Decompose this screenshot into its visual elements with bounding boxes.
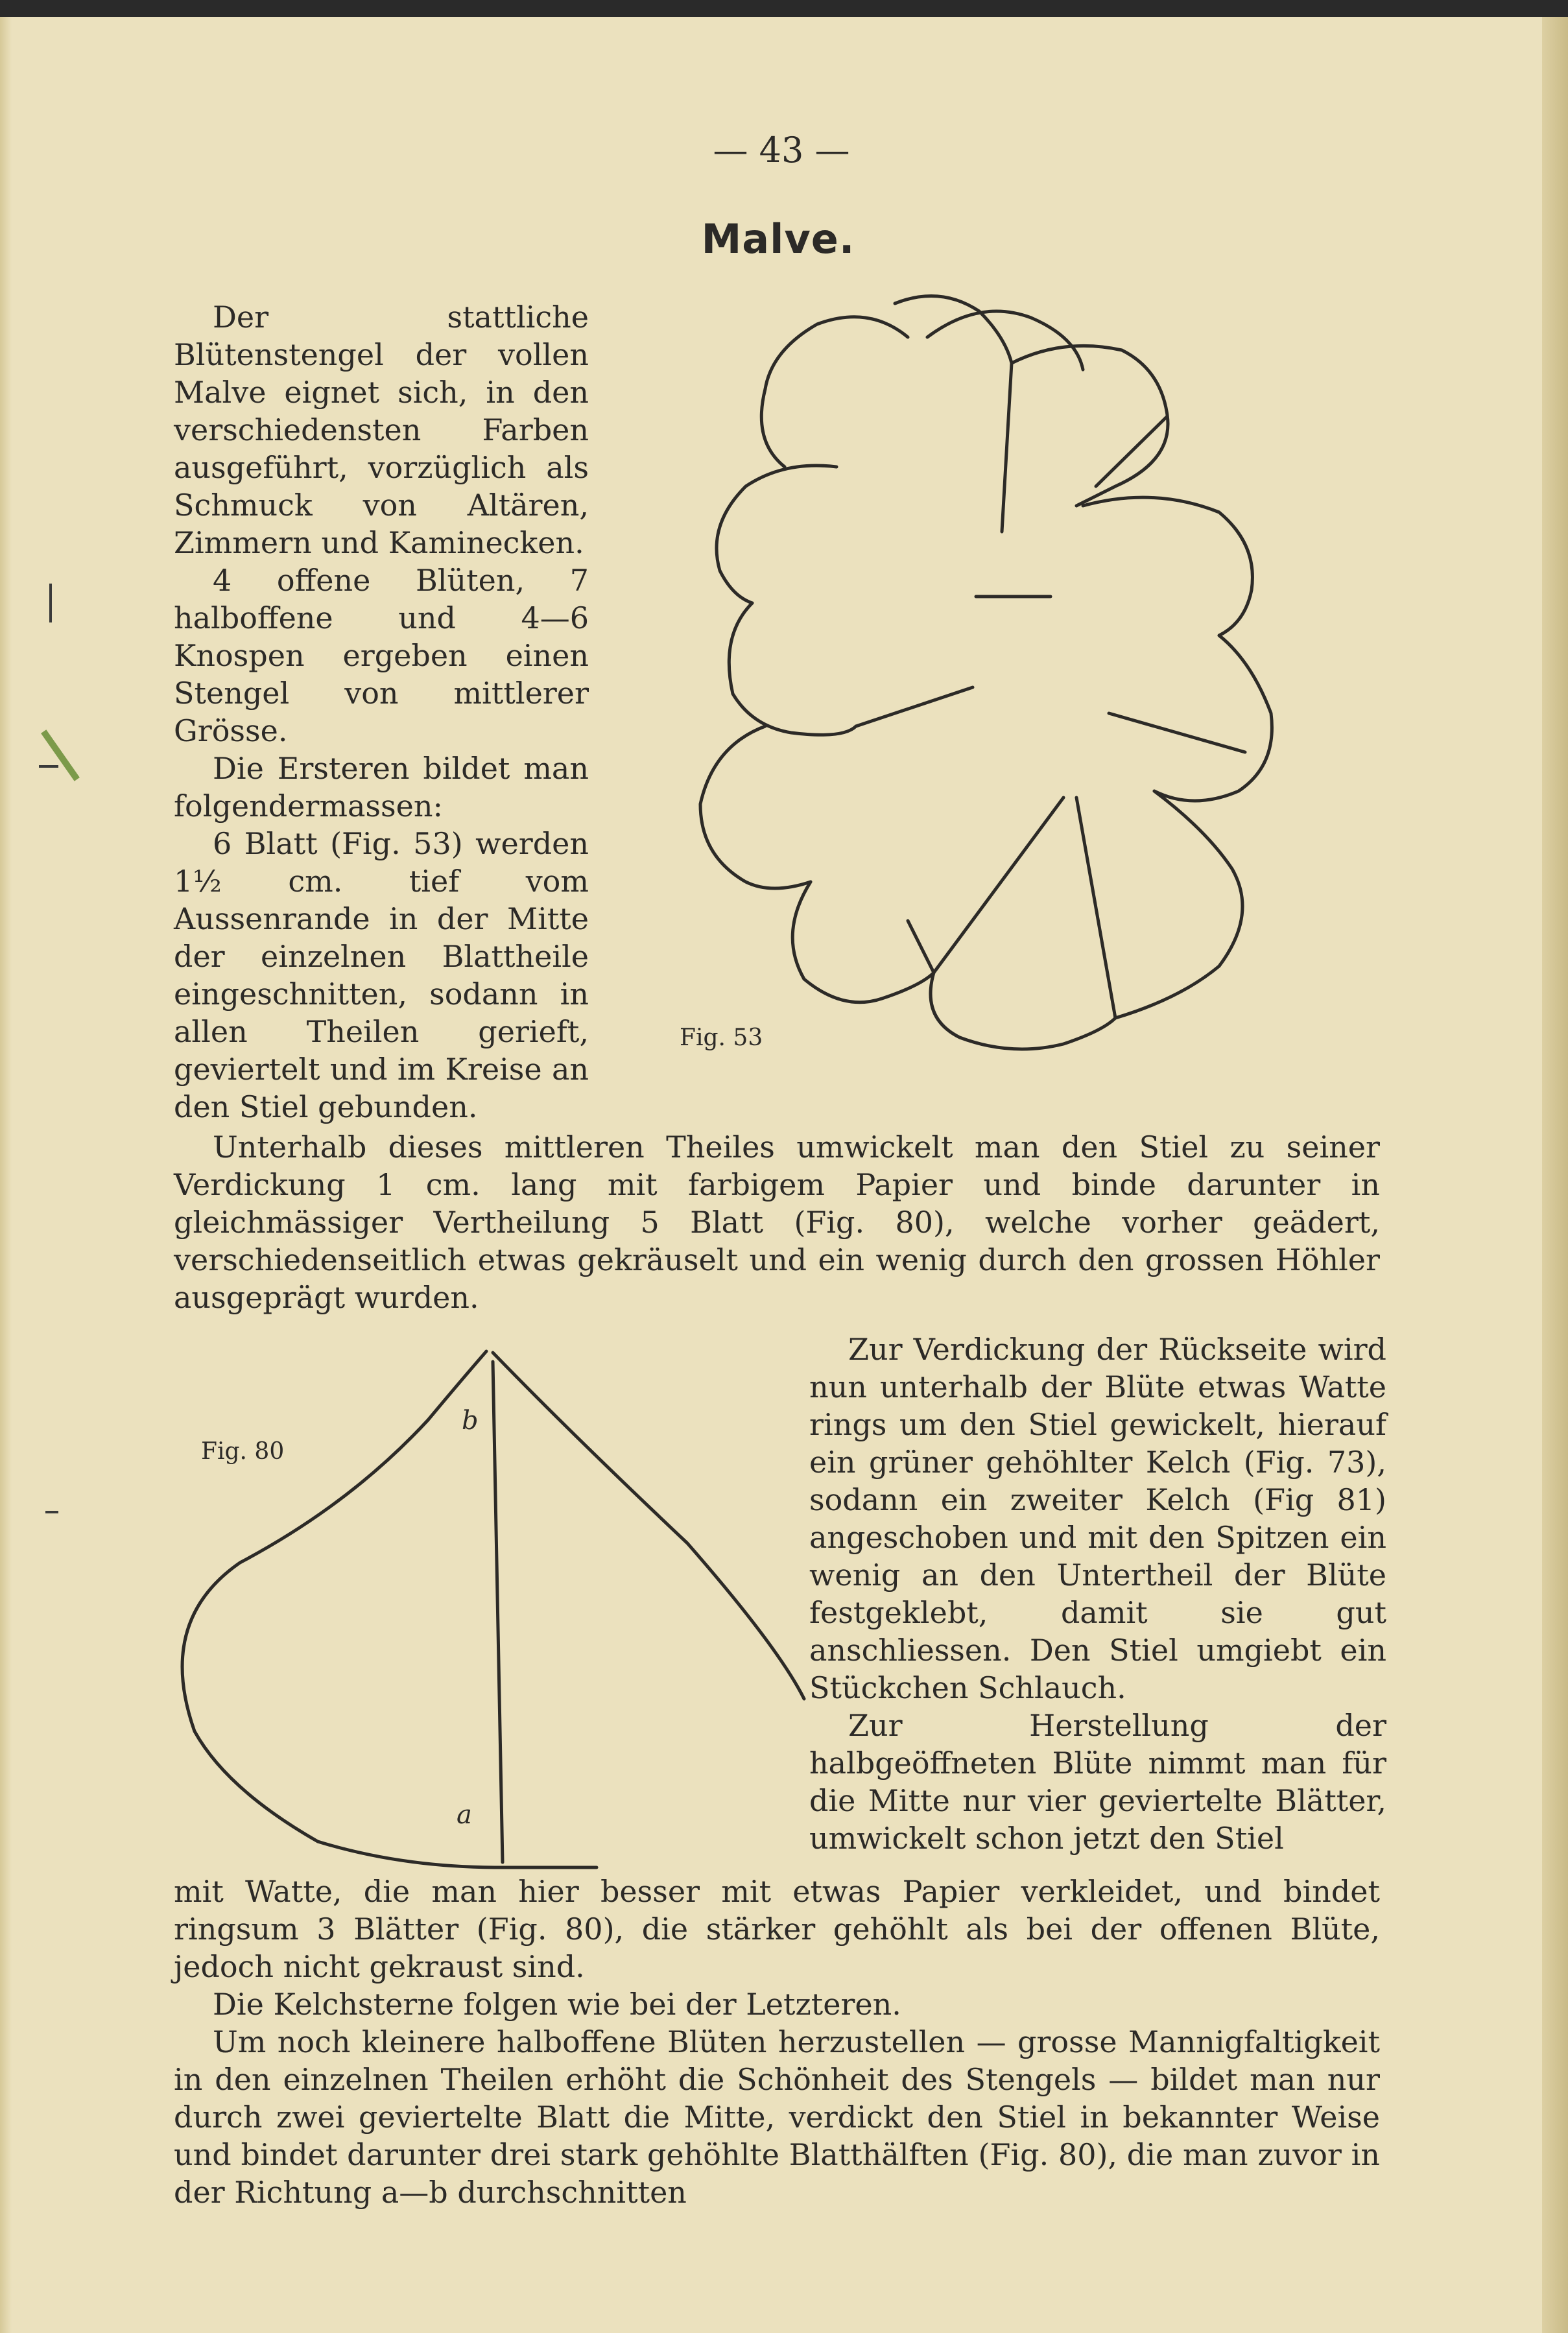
page-spine-shadow <box>0 17 12 2333</box>
paragraph: Zur Verdickung der Rückseite wird nun unterhalb der Blüte etwas Watte rings um den Stiel gewickelt, hierauf ein grüner gehöhlter Kelch (Fig. 73), sodann ein zweiter Kelch (Fig 81) angeschoben und mit den Spitzen ein wenig an den Untertheil der Blüte festgeklebt, damit sie gut anschliessen. Den Stiel umgiebt ein Stückchen Schlauch. <box>809 1332 1386 1705</box>
paragraph: Unterhalb dieses mittleren Theiles umwickelt man den Stiel zu seiner Verdickung 1 cm. lang mit farbigem Papier und binde darunter in gleichmässiger Vertheilung 5 Blatt (Fig. 80), welche vorher geädert, verschiedenseitlich etwas gekräuselt und ein wenig durch den grossen Höhler ausgeprägt wurden. <box>174 1130 1380 1315</box>
scan-top-border <box>0 0 1568 17</box>
point-label-a: a <box>457 1800 472 1830</box>
paragraph: Der stattliche Blütenstengel der vollen Malve eignet sich, in den verschiedensten Farben ausgeführt, vorzüglich als Schmuck von Altären, Zimmern und Kaminecken. <box>174 300 589 560</box>
margin-mark <box>49 584 52 622</box>
paragraph: Um noch kleinere halboffene Blüten herzustellen — grosse Mannigfaltigkeit in den einzelnen Theilen erhöht die Schönheit des Stengels — bildet man nur durch zwei geviertelte Blatt die Mitte, verdickt den Stiel in bekannter Weise und bindet darunter drei stark gehöhlte Blatthälften (Fig. 80), die man zuvor in der Richtung a—b durchschnitten <box>174 2024 1380 2210</box>
flower-outline <box>700 296 1272 1049</box>
paragraph: Zur Herstellung der halbgeöffneten Blüte nimmt man für die Mitte nur vier geviertelte Blätter, umwickelt schon jetzt den Stiel <box>809 1708 1386 1856</box>
page-number: — 43 — <box>713 130 850 171</box>
paragraph: 4 offene Blüten, 7 halboffene und 4—6 Knospen ergeben einen Stengel von mittlerer Grösse. <box>174 563 589 748</box>
paragraph: mit Watte, die man hier besser mit etwas Papier verkleidet, und bindet ringsum 3 Blätter (Fig. 80), die stärker gehöhlt als bei der offenen Blüte, jedoch nicht gekraust sind. <box>174 1874 1380 1984</box>
figure-53-flower-pattern <box>597 272 1362 1070</box>
page-edge-shadow <box>1542 17 1568 2333</box>
paragraph: Die Ersteren bildet man folgendermassen: <box>174 751 589 823</box>
figure-caption-80: Fig. 80 <box>201 1438 285 1465</box>
page-title: Malve. <box>701 215 855 263</box>
left-column-text <box>174 298 589 1126</box>
petal-outline <box>182 1351 804 1867</box>
margin-pencil-mark <box>41 729 80 781</box>
figure-caption-53: Fig. 53 <box>680 1024 763 1051</box>
right-column-text <box>809 1331 1386 1857</box>
full-width-paragraph <box>174 1128 1380 1316</box>
figure-80-petal-pattern <box>156 1336 804 1867</box>
paragraph: Die Kelchsterne folgen wie bei der Letzteren. <box>213 1987 901 2022</box>
point-label-b: b <box>462 1406 479 1436</box>
full-width-paragraphs <box>174 1873 1380 2211</box>
paragraph: 6 Blatt (Fig. 53) werden 1½ cm. tief vom Aussenrande in der Mitte der einzelnen Blattheile eingeschnitten, sodann in allen Theilen gerieft, geviertelt und im Kreise an den Stiel gebunden. <box>174 826 589 1124</box>
margin-mark <box>39 765 58 768</box>
margin-mark <box>45 1511 58 1513</box>
